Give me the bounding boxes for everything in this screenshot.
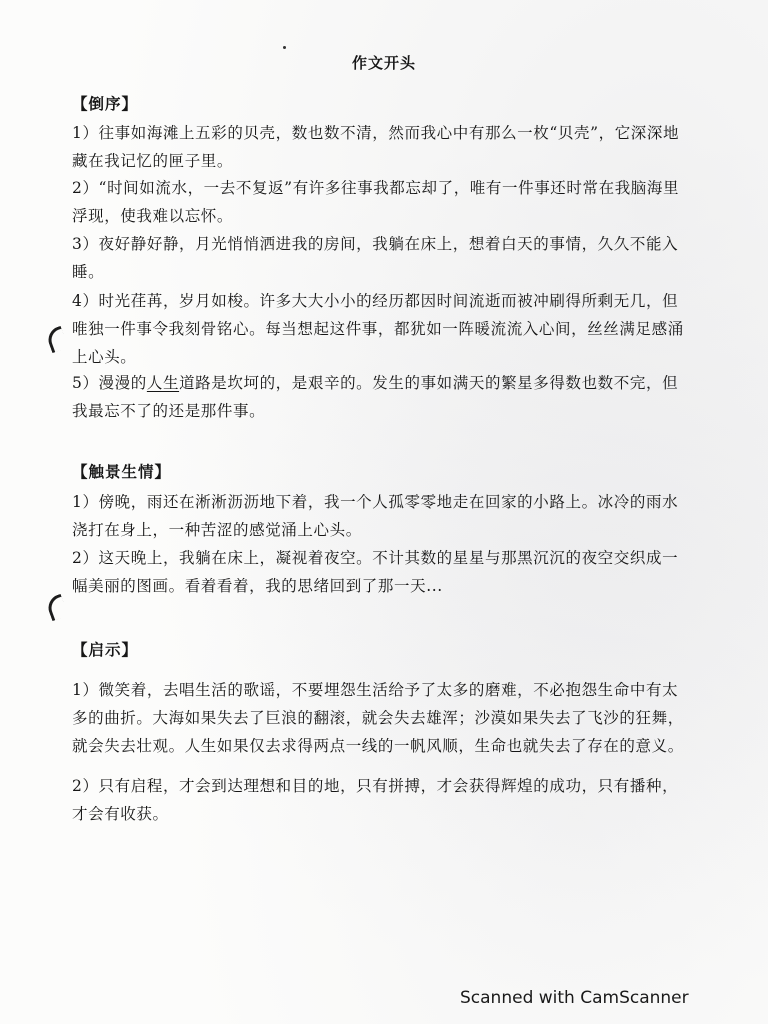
p5-suffix: 道路是坎坷的，是艰辛的。发生的事如满天的繁星多得数也数不完，但我最忘不了的还是那件事。 xyxy=(72,374,679,420)
paragraph-flashback-5 xyxy=(72,369,692,425)
scan-speck xyxy=(283,46,286,49)
punch-hole-mark xyxy=(45,326,69,353)
punch-hole-mark xyxy=(45,594,69,621)
paragraph-flashback-3: 3）夜好静好静，月光悄悄洒进我的房间，我躺在床上，想着白天的事情，久久不能入睡。 xyxy=(72,235,679,281)
section-heading-insight: 【启示】 xyxy=(72,640,139,659)
camscanner-watermark: Scanned with CamScanner xyxy=(460,988,689,1008)
p5-prefix: 5）漫漫的 xyxy=(72,374,147,392)
page-title: 作文开头 xyxy=(351,54,416,72)
paragraph-scene-1: 1）傍晚，雨还在淅淅沥沥地下着，我一个人孤零零地走在回家的小路上。冰冷的雨水浇打在身上，一种苦涩的感觉涌上心头。 xyxy=(72,493,679,539)
paragraph-scene-2: 2）这天晚上，我躺在床上，凝视着夜空。不计其数的星星与那黑沉沉的夜空交织成一幅美丽的图画。看着看着，我的思绪回到了那一天... xyxy=(72,549,679,595)
paragraph-insight-1: 1）微笑着，去唱生活的歌谣，不要埋怨生活给予了太多的磨难，不必抱怨生命中有太多的曲折。大海如果失去了巨浪的翻滚，就会失去雄浑；沙漠如果失去了飞沙的狂舞，就会失去壮观。人生如果仅去求得两点一线的一帆风顺，生命也就失去了存在的意义。 xyxy=(72,681,684,755)
paragraph-flashback-2: 2）“时间如流水，一去不复返”有许多往事我都忘却了，唯有一件事还时常在我脑海里浮现，使我难以忘怀。 xyxy=(72,179,680,225)
paragraph-insight-2: 2）只有启程，才会到达理想和目的地，只有拼搏，才会获得辉煌的成功，只有播种，才会有收获。 xyxy=(72,777,679,823)
paragraph-flashback-1: 1）往事如海滩上五彩的贝壳，数也数不清，然而我心中有那么一枚“贝壳”，它深深地藏在我记忆的匣子里。 xyxy=(72,124,680,170)
p5-underlined-word: 人生 xyxy=(146,374,180,392)
paragraph-flashback-4: 4）时光荏苒，岁月如梭。许多大大小小的经历都因时间流逝而被冲刷得所剩无几，但唯独一件事令我刻骨铭心。每当想起这件事，都犹如一阵暖流流入心间，丝丝满足感涌上心头。 xyxy=(72,292,684,366)
section-heading-flashback: 【倒序】 xyxy=(72,94,139,113)
section-heading-scene: 【触景生情】 xyxy=(72,462,172,481)
